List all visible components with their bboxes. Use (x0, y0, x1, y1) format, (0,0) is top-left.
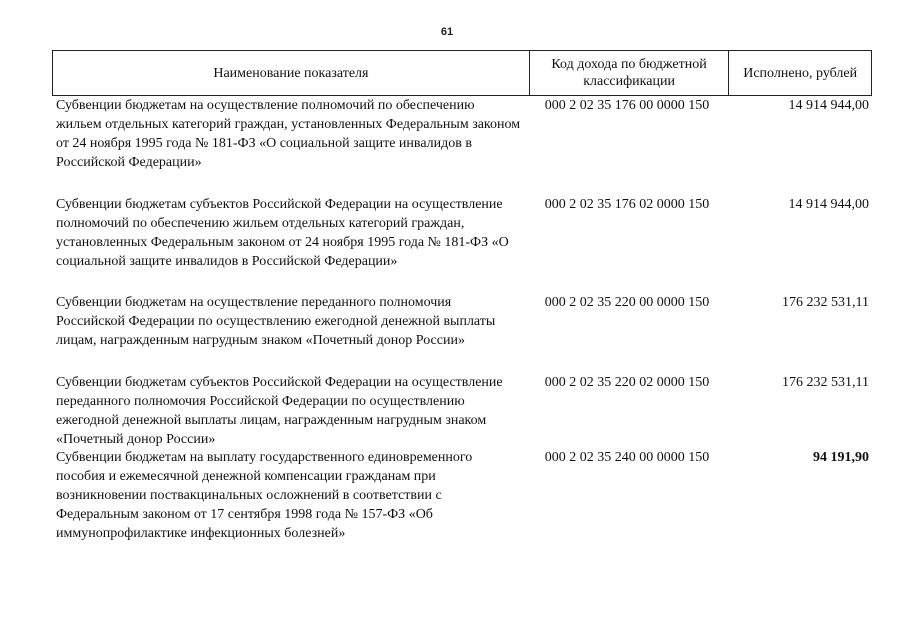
table-row (52, 96, 872, 195)
header-code: Код дохода по бюджетной классификации (529, 51, 729, 95)
table-row (52, 195, 872, 293)
row-name: Субвенции бюджетам субъектов Российской Федерации на осуществление полномочий по обеспечению жильем отдельных категорий граждан, установленных Федеральным законом от 24 ноября 1995 года № 181-ФЗ «О социальной защите инвалидов в Российской Федерации» (56, 197, 509, 269)
row-code: 000 2 02 35 176 00 0000 150 (544, 98, 710, 113)
row-name: Субвенции бюджетам субъектов Российской Федерации на осуществление переданного полномочия Российской Федерации по осуществлению ежегодной денежной выплаты лицам, награжденным нагрудным знаком «Почетный донор России» (56, 375, 503, 447)
row-sum: 176 232 531,11 (782, 375, 869, 390)
row-code: 000 2 02 35 176 02 0000 150 (544, 197, 710, 212)
table-row (52, 373, 872, 448)
row-code: 000 2 02 35 240 00 0000 150 (544, 450, 710, 465)
budget-table (52, 50, 872, 548)
row-sum: 14 914 944,00 (788, 197, 869, 212)
header-name: Наименование показателя (213, 65, 369, 81)
row-sum: 94 191,90 (813, 450, 869, 465)
table-row (52, 293, 872, 373)
row-name: Субвенции бюджетам на выплату государственного единовременного пособия и ежемесячной денежной компенсации гражданам при возникновении поствакцинальных осложнений в соответствии с Федеральным законом от 17 сентября 1998 года № 157-ФЗ «Об иммунопрофилактике инфекционных болезней» (56, 450, 473, 541)
row-name: Субвенции бюджетам на осуществление полномочий по обеспечению жильем отдельных категорий граждан, установленных Федеральным законом от 24 ноября 1995 года № 181-ФЗ «О социальной защите инвалидов в Российской Федерации» (56, 98, 521, 170)
page-number: 61 (440, 26, 454, 38)
table-row (52, 448, 872, 548)
row-code: 000 2 02 35 220 00 0000 150 (544, 295, 710, 310)
row-name: Субвенции бюджетам на осуществление переданного полномочия Российской Федерации по осуществлению ежегодной денежной выплаты лицам, награжденным нагрудным знаком «Почетный донор России» (56, 295, 496, 348)
row-sum: 14 914 944,00 (788, 98, 869, 113)
header-sum: Исполнено, рублей (728, 51, 871, 95)
row-sum: 176 232 531,11 (782, 295, 869, 310)
row-code: 000 2 02 35 220 02 0000 150 (544, 375, 710, 390)
table-header (52, 50, 872, 96)
